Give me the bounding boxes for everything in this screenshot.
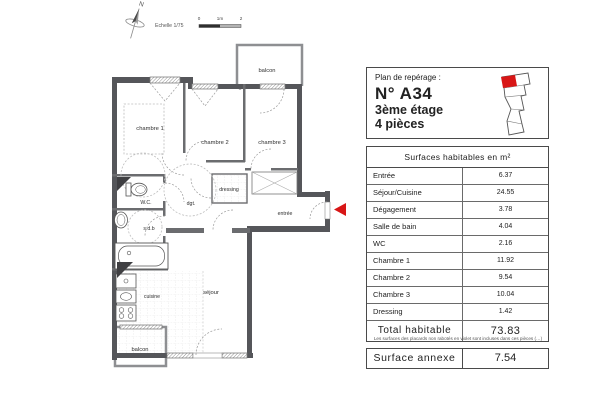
unit-number: N° A34 <box>375 84 433 103</box>
room-label-sdb: s.d.b <box>143 226 155 232</box>
room-label-balcon-bottom: balcon <box>131 347 149 353</box>
compass-north-label: N <box>138 0 145 9</box>
table-row: Chambre 1 11.92 <box>367 253 548 270</box>
total-label: Total habitable <box>367 321 463 341</box>
stove-icon <box>116 305 136 321</box>
floor-label: 3ème étage <box>375 103 444 117</box>
scale-tick-0: 0 <box>197 16 201 21</box>
footnote: Les surfaces des placards non rabotés en violet sont incluses dans ces pièces (…) <box>373 336 543 341</box>
scale-bar <box>155 16 243 29</box>
total-value: 73.83 <box>490 325 521 337</box>
highlighted-unit <box>501 75 517 88</box>
annexe-label: Surface annexe <box>367 349 463 368</box>
compass-icon <box>121 0 150 41</box>
room-label-chambre3: chambre 3 <box>258 140 286 146</box>
room-label-dgt: dgt. <box>186 201 196 207</box>
table-row: WC 2.16 <box>367 236 548 253</box>
table-row: Salle de bain 4.04 <box>367 219 548 236</box>
surfaces-table <box>366 146 549 342</box>
room-label-sejour: séjour <box>203 290 219 296</box>
room-label-chambre2: chambre 2 <box>201 140 229 146</box>
scale-label: Echelle 1/75 <box>155 23 184 29</box>
surfaces-table-title: Surfaces habitables en m² <box>367 147 548 168</box>
table-row: Entrée 6.37 <box>367 168 548 185</box>
reperage-box <box>366 67 549 139</box>
reperage-title: Plan de repérage : <box>375 73 441 82</box>
table-row: Dressing 1.42 <box>367 304 548 321</box>
table-row: Chambre 3 10.04 <box>367 287 548 304</box>
table-row: Séjour/Cuisine 24.55 <box>367 185 548 202</box>
room-label-balcon-top: balcon <box>258 68 276 74</box>
building-locator-map <box>496 71 544 137</box>
table-row: Chambre 2 9.54 <box>367 270 548 287</box>
entrance-arrow-icon <box>334 203 346 216</box>
balcony-top-wall <box>237 45 302 86</box>
room-label-entree: entrée <box>277 211 293 217</box>
scale-tick-1m: 1m <box>216 16 224 21</box>
room-label-dressing: dressing <box>219 187 239 193</box>
table-row: Dégagement 3.78 <box>367 202 548 219</box>
room-label-chambre1: chambre 1 <box>136 126 164 132</box>
toilet-icon <box>126 183 131 196</box>
scale-tick-2: 2 <box>239 16 243 21</box>
annexe-value: 7.54 <box>494 352 517 364</box>
room-label-cuisine: cuisine <box>143 294 161 300</box>
room-label-wc: W.C. <box>140 200 152 206</box>
annexe-table <box>366 348 549 369</box>
rooms-count-label: 4 pièces <box>375 117 425 131</box>
